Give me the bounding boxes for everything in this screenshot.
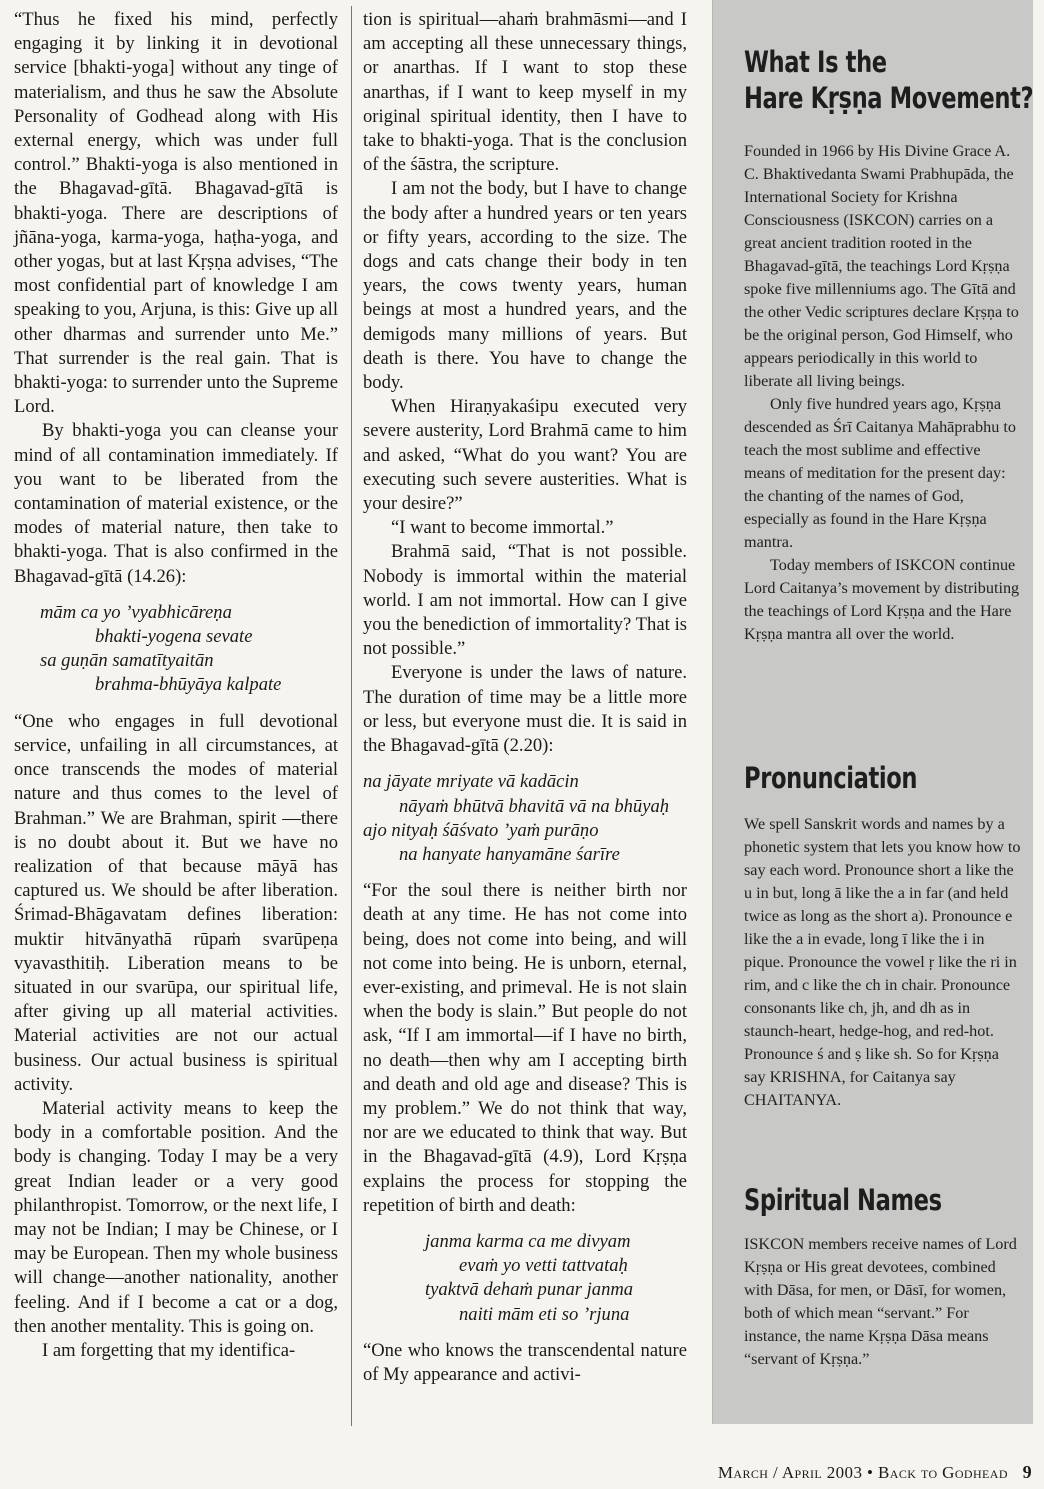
col2-paragraph-7: “For the soul there is neither birth nor death at any time. He has not come into being, does not come into being, and will not come into being. He is unborn, eternal, ever-existing, and primeval. He is not slain when the body is slain.” But people do not ask, “If I am immortal—if I have no birth, no death—then why am I accepting birth and death and old age and disease? This is my problem.” We do not think that way, nor are we educated to think that way. But in the Bhagavad-gītā (4.9), Lord Kṛṣṇa explains the process for stopping the repetition of birth and death: (363, 880, 687, 1216)
col1-paragraph-5: I am forgetting that my identifica- (42, 1339, 296, 1361)
verse-line: na jāyate mriyate vā kadācin (363, 771, 579, 793)
magazine-name: Back to Godhead (878, 1463, 1008, 1482)
verse-line: sa guṇān samatītyaitān (40, 650, 214, 672)
col2-paragraph-1: tion is spiritual—ahaṁ brahmāsmi—and I am accepting all these unnecessary things, or anarthas. If I want to stop these anarthas, if I want to keep myself in my original spiritual identity, then I have to take to bhakti-yoga. That is the conclusion of the śāstra, the scripture. (363, 9, 687, 176)
col2-paragraph-5: Brahmā said, “That is not possible. Nobody is immortal within the material world. I am not immortal. How can I give you the benediction of immortality? That is not possible.” (363, 541, 687, 660)
section-body-spiritual-names (744, 1233, 1024, 1371)
verse-line: ajo nityaḥ śāśvato ’yaṁ purāṇo (363, 819, 599, 841)
sidebar-content (744, 44, 1034, 1368)
verse-line: bhakti-yogena sevate (95, 626, 253, 648)
verse-line: janma karma ca me divyam (425, 1230, 631, 1252)
section-title-pronunciation: Pronunciation (744, 761, 918, 795)
col1-paragraph-3: “One who engages in full devotional service, unfailing in all circumstances, at once transcends the modes of material nature and thus comes to the level of Brahman.” We are Brahman, spirit —there is no doubt about it. But we have no realization of that because māyā has captured us. We should be after liberation. Śrimad-Bhāgavatam defines liberation: muktir hitvānyathā rūpaṁ svarūpeṇa vyavasthitiḥ. Liberation means to be situated in our svarūpa, our spiritual life, after giving up all material activities. Material activities are not our actual business. Our actual business is spiritual activity. (14, 710, 338, 1095)
col2-verse-2 (425, 1230, 687, 1327)
section-spiritual-names (744, 1182, 1024, 1371)
col1-paragraph-2: By bhakti-yoga you can cleanse your mind of all contamination immediately. If you want to be liberated from the contamination of material existence, or the modes of material nature, then take to bhakti-yoga. That is also confirmed in the Bhagavad-gītā (14.26): (14, 420, 338, 587)
verse-line: brahma-bhūyāya kalpate (95, 674, 282, 696)
col1-paragraph-4: Material activity means to keep the body in a comfortable position. And the body is changing. Today I may be a very great Indian leader or a very good philanthropist. Tomorrow, or the next life, I may not be Indian; I may be Chinese, or I may be European. Then my whole business will change—another nationality, another feeling. And if I become a cat or a dog, then another mentality. This is going on. (14, 1097, 338, 1337)
article-column-1 (14, 8, 338, 1363)
what-paragraph-3: Today members of ISKCON continue Lord Caitanya’s movement by distributing the teachings of Lord Kṛṣṇa and the Hare Kṛṣṇa mantra all over the world. (744, 556, 1020, 643)
verse-line: evaṁ yo vetti tattvataḥ (459, 1255, 628, 1277)
section-title-spiritual-names: Spiritual Names (744, 1183, 942, 1217)
sidebar-box (712, 0, 1033, 1424)
col2-paragraph-6: Everyone is under the laws of nature. The duration of time may be a little more or less, but everyone must die. It is said in the Bhagavad-gītā (2.20): (363, 662, 687, 757)
section-body-what (744, 140, 1024, 646)
title-line-1: What Is the (744, 45, 887, 79)
col2-paragraph-3: When Hiraṇyakaśipu executed very severe austerity, Lord Brahmā came to him and asked, “What do you want? You are executing such severe austerities. What is your desire?” (363, 396, 687, 515)
page-footer (718, 1462, 1032, 1483)
col2-paragraph-4: “I want to become immortal.” (391, 517, 614, 539)
verse-line: na hanyate hanyamāne śarīre (399, 843, 620, 865)
column-divider (351, 6, 352, 1426)
col2-paragraph-2: I am not the body, but I have to change the body after a hundred years or ten years or fifty years, according to the size. The dogs and cats change their body in ten years, the cows twenty years, human beings at most a hundred years, and the demigods many millions of years. But death is there. You have to change the body. (363, 178, 687, 394)
footer-bullet: • (867, 1463, 874, 1482)
col2-verse-1 (363, 770, 687, 867)
verse-line: mām ca yo ’vyabhicāreṇa (40, 601, 232, 623)
what-paragraph-1: Founded in 1966 by His Divine Grace A. C. Bhaktivedanta Swami Prabhupāda, the International Society for Krishna Consciousness (ISKCON) carries on a great ancient tradition rooted in the Bhagavad-gītā, the teachings Lord Kṛṣṇa spoke five millenniums ago. The Gītā and the other Vedic scriptures declare Kṛṣṇa to be the original person, God Himself, who appears periodically in this world to liberate all living beings. (744, 142, 1019, 390)
section-title-what (744, 44, 1034, 116)
what-paragraph-2: Only five hundred years ago, Kṛṣṇa descended as Śrī Caitanya Mahāprabhu to teach the most sublime and effective means of meditation for the present day: the chanting of the names of God, especially as found in the Hare Kṛṣṇa mantra. (744, 395, 1016, 551)
section-what-is-movement (744, 44, 1034, 646)
page-number: 9 (1022, 1462, 1032, 1482)
col2-paragraph-8: “One who knows the transcendental nature of My appearance and activi- (363, 1339, 687, 1385)
verse-line: nāyaṁ bhūtvā bhavitā vā na bhūyaḥ (399, 795, 670, 817)
col1-verse (40, 601, 338, 698)
col1-paragraph-1: “Thus he fixed his mind, perfectly engaging it by linking it in devotional service [bhakti-yoga] without any tinge of materialism, and thus he saw the Absolute Personality of Godhead along with His external energy, which was under full control.” Bhakti-yoga is also mentioned in the Bhagavad-gītā. Bhagavad-gītā is bhakti-yoga. There are descriptions of jñāna-yoga, karma-yoga, haṭha-yoga, and other yogas, but at last Kṛṣṇa advises, “The most confidential part of knowledge I am speaking to you, Arjuna, is this: Give up all other dharmas and surrender unto Me.” That surrender is the real gain. That is bhakti-yoga: to surrender unto the Supreme Lord. (14, 9, 338, 418)
section-pronunciation (744, 760, 1024, 1112)
issue-date: March / April 2003 (717, 1463, 863, 1482)
title-line-2: Hare Kṛṣṇa Movement? (744, 81, 1034, 115)
spiritual-names-paragraph: ISKCON members receive names of Lord Kṛṣṇa or His great devotees, combined with Dāsa, for men, or Dāsī, for women, both of which mean “servant.” For instance, the name Kṛṣṇa Dāsa means “servant of Kṛṣṇa.” (744, 1235, 1017, 1368)
article-column-2 (363, 8, 687, 1387)
verse-line: tyaktvā dehaṁ punar janma (425, 1279, 634, 1301)
verse-line: naiti mām eti so ’rjuna (459, 1303, 630, 1325)
section-body-pronunciation (744, 813, 1024, 1112)
pronunciation-paragraph: We spell Sanskrit words and names by a phonetic system that lets you know how to say each word. Pronounce short a like the u in but, long ā like the a in far (and held twice as long as the short a). Pronounce e like the a in evade, long ī like the i in pique. Pronounce the vowel ṛ like the ri in rim, and c like the ch in chair. Pronounce consonants like ch, jh, and dh as in staunch-heart, hedge-hog, and red-hot. Pronounce ś and ṣ like sh. So for Kṛṣṇa say KRISHNA, for Caitanya say CHAITANYA. (744, 815, 1021, 1109)
